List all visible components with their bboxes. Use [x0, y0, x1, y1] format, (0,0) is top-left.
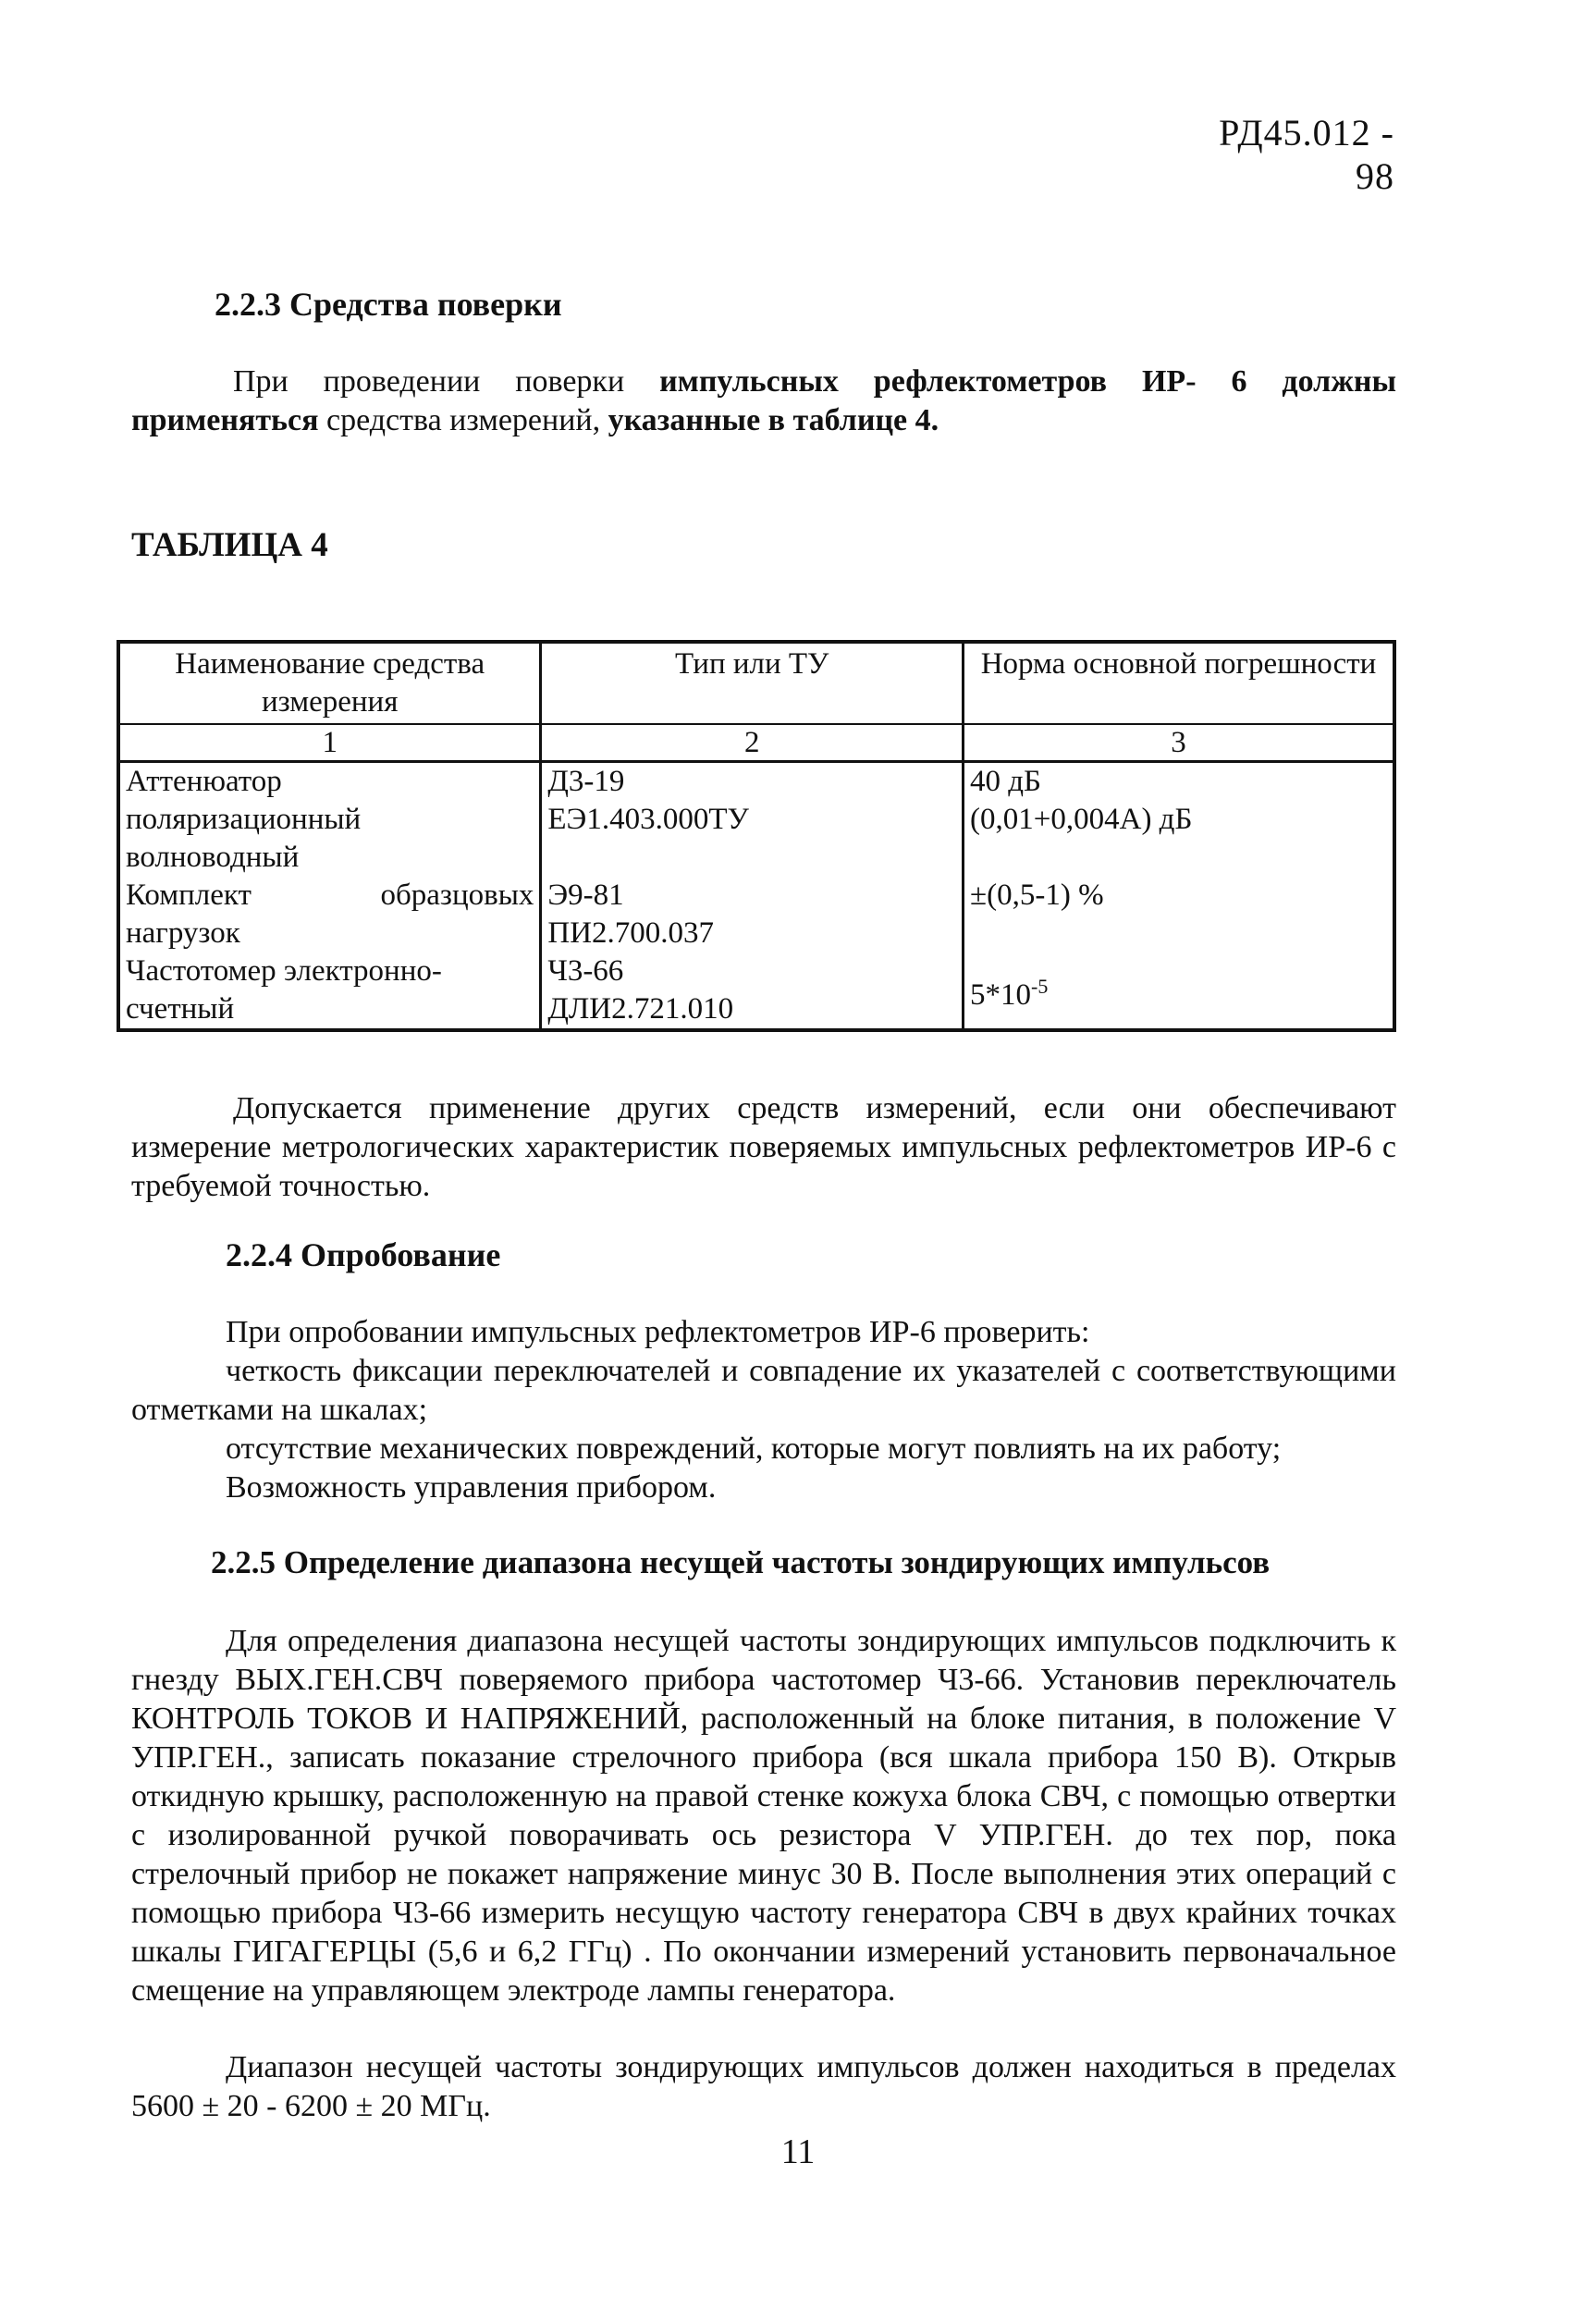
- section-2-2-3-text-part4: указанные в таблице 4.: [608, 403, 939, 437]
- cell-line: Э9-81: [547, 879, 624, 912]
- table-row: [118, 952, 1394, 1030]
- cell-line: (0,01+0,004А) дБ: [970, 803, 1193, 836]
- document-code: РД45.012 - 98: [1219, 112, 1394, 197]
- page-number: 11: [780, 2132, 816, 2171]
- table-header-type: Тип или ТУ: [541, 642, 964, 724]
- error-base: 5*10: [970, 977, 1032, 1012]
- cell-line: счетный: [126, 992, 235, 1026]
- section-2-2-4-intro: При опробовании импульсных рефлектометров ИР-6 проверить:: [226, 1315, 1090, 1349]
- table-column-number-row: [118, 724, 1394, 762]
- table-col-number: 2: [541, 724, 964, 762]
- section-2-2-5-title: 2.2.5 Определение диапазона несущей частоты зондирующих импульсов: [211, 1544, 1271, 1580]
- table-cell-error: [964, 952, 1394, 1030]
- table-col-number: 3: [964, 724, 1394, 762]
- section-2-2-3-text-part1: При проведении поверки: [233, 364, 625, 399]
- section-2-2-4-item2: отсутствие механических повреждений, которые могут повлиять на их работу;: [226, 1432, 1282, 1466]
- cell-line: Ч3-66: [547, 954, 624, 988]
- section-2-2-5-para1-text: Для определения диапазона несущей частоты зондирующих импульсов подключить к гнезду ВЫХ.ГЕН.СВЧ поверяемого прибора частотомер Ч3-66. Установив переключатель КОНТРОЛЬ ТОКОВ И НАПРЯЖЕНИЙ, расположенный на блоке питания, в положение V УПР.ГЕН., записать показание стрелочного прибора (вся шкала прибора 150 В). Открыв откидную крышку, расположенную на правой стенке кожуха блока СВЧ, с помощью отвертки с изолированной ручкой поворачивать ось резистора V УПР.ГЕН. до тех пор, пока стрелочный прибор не покажет напряжение минус 30 В. После выполнения этих операций с помощью прибора Ч3-66 измерить несущую частоту генератора СВЧ в двух крайних точках шкалы ГИГАГЕРЦЫ (5,6 и 6,2 ГГц) . По окончании измерений установить первоначальное смещение на управляющем электроде лампы генератора.: [131, 1624, 1396, 2008]
- table-cell-type: [541, 952, 964, 1030]
- cell-line: ±(0,5-1) %: [970, 879, 1104, 912]
- table-cell-name: [118, 952, 541, 1030]
- section-2-2-3-text-part2: импульсных рефлектометров ИР- 6 должны применяться: [131, 364, 1397, 437]
- section-2-2-5-para2-text: Диапазон несущей частоты зондирующих импульсов должен находиться в пределах 5600 ± 20 - 6200 ± 20 МГц.: [131, 2050, 1396, 2123]
- table-row: [118, 877, 1394, 952]
- section-2-2-4-item1: [131, 1352, 1396, 1430]
- table-cell-type: [541, 877, 964, 952]
- table-row: [118, 762, 1394, 878]
- cell-line: волноводный: [126, 841, 300, 874]
- note-after-table-text: Допускается применение других средств измерений, если они обеспечивают измерение метрологических характеристик поверяемых импульсных рефлектометров ИР-6 с требуемой точностью.: [131, 1091, 1396, 1203]
- cell-line: Аттенюатор: [126, 765, 282, 798]
- section-2-2-4-title: 2.2.4 Опробование: [226, 1236, 501, 1273]
- cell-line: поляризационный: [126, 803, 362, 836]
- cell-line: ЕЭ1.403.000ТУ: [547, 803, 749, 836]
- table-cell-name: [118, 762, 541, 878]
- cell-line: Комплект образцовых: [126, 879, 534, 912]
- section-2-2-3-title: 2.2.3 Средства поверки: [215, 286, 562, 323]
- error-exponent: -5: [1031, 974, 1049, 998]
- section-2-2-3-text-part3: средства измерений,: [326, 403, 601, 437]
- table-col-number: 1: [118, 724, 541, 762]
- cell-line: нагрузок: [126, 916, 240, 950]
- section-2-2-3-text: [131, 363, 1396, 440]
- table-header-error: Норма основной погрешности: [964, 642, 1394, 724]
- measurement-means-table: [117, 640, 1396, 1032]
- table-cell-type: [541, 762, 964, 878]
- table-cell-error: [964, 762, 1394, 878]
- section-2-2-5-para2: [131, 2048, 1396, 2126]
- table-cell-error: [964, 877, 1394, 952]
- table-header-name: Наименование средства измерения: [118, 642, 541, 724]
- section-2-2-4-item1-text: четкость фиксации переключателей и совпадение их указателей с соответствующими отметками на шкалах;: [131, 1354, 1396, 1427]
- section-2-2-4-item3: Возможность управления прибором.: [226, 1470, 717, 1505]
- cell-line: Д3-19: [547, 765, 625, 798]
- cell-line: ПИ2.700.037: [547, 916, 715, 950]
- table-4-label: ТАБЛИЦА 4: [131, 526, 328, 564]
- table-cell-name: [118, 877, 541, 952]
- section-2-2-5-para1: [131, 1622, 1396, 2010]
- table-header-row: [118, 642, 1394, 724]
- note-after-table: [131, 1089, 1396, 1206]
- cell-line: ДЛИ2.721.010: [547, 992, 734, 1026]
- cell-line: Частотомер электронно-: [126, 954, 442, 988]
- cell-line: 40 дБ: [970, 765, 1042, 798]
